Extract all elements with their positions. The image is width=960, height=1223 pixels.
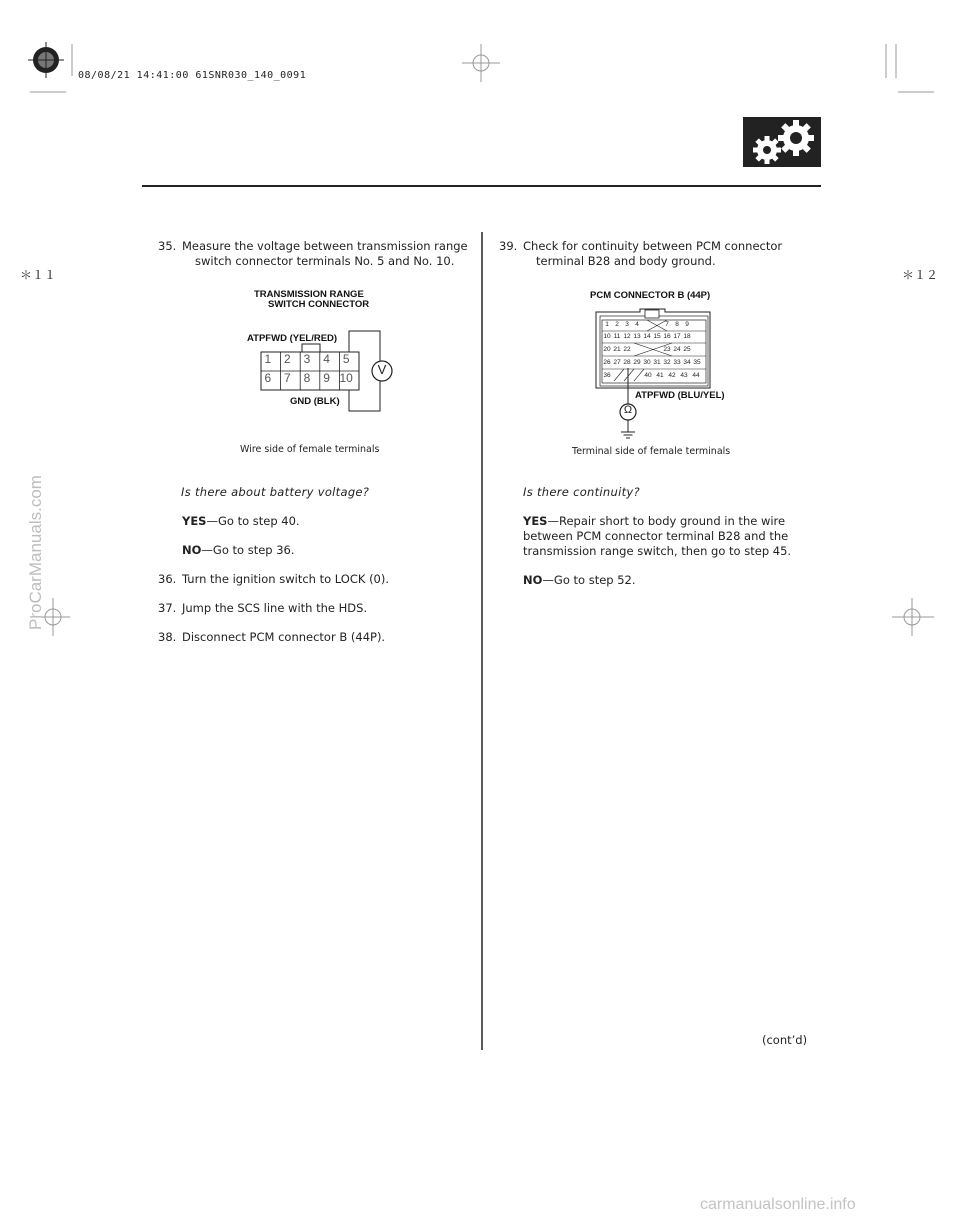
- pcm-pin: 32: [663, 359, 671, 366]
- pin-label: 8: [303, 371, 311, 385]
- dash-separator: —: [542, 573, 554, 587]
- pin-label: 6: [264, 371, 272, 385]
- right-question: Is there continuity?: [523, 485, 640, 499]
- right-yes-line3: transmission range switch, then go to step 45.: [523, 544, 792, 558]
- pcm-pin: 16: [663, 333, 671, 340]
- pcm-pin: 36: [603, 372, 611, 379]
- ground-icon: [621, 432, 635, 438]
- step-36-number: 36.: [158, 572, 177, 586]
- pcm-pin: 41: [656, 372, 664, 379]
- step-35-number: 35.: [158, 239, 177, 253]
- yes-text-line1: Repair short to body ground in the wire: [558, 514, 786, 528]
- pin-label: 3: [303, 352, 311, 366]
- step-35-text-line1: Measure the voltage between transmission range: [182, 239, 468, 253]
- left-question: Is there about battery voltage?: [181, 485, 370, 499]
- yes-label: YES: [182, 514, 207, 528]
- pcm-row-1: [602, 321, 692, 329]
- step-39-text-line1: Check for continuity between PCM connector: [523, 239, 783, 253]
- pcm-pin: 40: [644, 372, 652, 379]
- pcm-connector-title: PCM CONNECTOR B (44P): [590, 290, 711, 301]
- pcm-pin: 15: [653, 333, 661, 340]
- pcm-pin: 20: [603, 346, 611, 353]
- step-38-number: 38.: [158, 630, 177, 644]
- pcm-pin: 26: [603, 359, 611, 366]
- pin-row-bottom: [258, 371, 358, 385]
- pcm-pin: 30: [643, 359, 651, 366]
- connector-title-line2: SWITCH CONNECTOR: [268, 299, 370, 310]
- pcm-pin: 2: [615, 321, 619, 328]
- pcm-pin: 1: [605, 321, 609, 328]
- right-figure-caption: Terminal side of female terminals: [572, 446, 731, 457]
- pcm-pin: 25: [683, 346, 691, 353]
- pcm-pin: 27: [613, 359, 621, 366]
- pcm-pin: 23: [663, 346, 671, 353]
- yes-label: YES: [523, 514, 548, 528]
- pcm-row-2: [602, 333, 692, 341]
- crosshair-right-icon: [892, 598, 934, 636]
- no-text: Go to step 52.: [553, 573, 636, 587]
- step-38-text: Disconnect PCM connector B (44P).: [182, 630, 386, 644]
- step-39-text-line2: terminal B28 and body ground.: [536, 254, 716, 268]
- crosshair-top-icon: [462, 44, 500, 82]
- page-mark-right: ＊１２: [902, 268, 939, 282]
- pcm-pin: 18: [683, 333, 691, 340]
- pcm-pin: 31: [653, 359, 661, 366]
- pcm-pin: 14: [643, 333, 651, 340]
- pcm-wire-label: ATPFWD (BLU/YEL): [635, 390, 725, 401]
- pcm-pin: 3: [625, 321, 629, 328]
- pin-label: 9: [323, 371, 330, 385]
- left-yes-line: [182, 514, 300, 529]
- voltmeter-symbol: V: [377, 362, 387, 377]
- pcm-pin: 21: [613, 346, 621, 353]
- print-stamp: 08/08/21 14:41:00 61SNR030_140_0091: [78, 70, 307, 81]
- right-no-line: [523, 573, 636, 588]
- pcm-pin: 33: [673, 359, 681, 366]
- registration-mark-icon: [28, 42, 64, 78]
- step-37-text: Jump the SCS line with the HDS.: [182, 601, 368, 615]
- pcm-pin: 13: [633, 333, 641, 340]
- dash-separator: —: [547, 514, 559, 528]
- right-yes-line1: [523, 514, 785, 529]
- pcm-row-5: [602, 372, 702, 380]
- right-yes-line2: between PCM connector terminal B28 and the: [523, 529, 789, 543]
- no-label: NO: [523, 573, 543, 587]
- pcm-pin: 34: [683, 359, 691, 366]
- pcm-pin: 12: [623, 333, 631, 340]
- step-37-number: 37.: [158, 601, 177, 615]
- step-39-number: 39.: [499, 239, 518, 253]
- left-figure-caption: Wire side of female terminals: [240, 444, 380, 455]
- pin-label: 5: [342, 352, 350, 366]
- pcm-pin: 35: [693, 359, 701, 366]
- gear-logo-icon: [743, 117, 821, 167]
- connector-title-line1: TRANSMISSION RANGE: [254, 289, 364, 300]
- pin-label: 7: [284, 371, 291, 385]
- pin-row-top: [258, 352, 358, 366]
- dash-separator: —: [201, 543, 213, 557]
- continued-note: (cont’d): [762, 1033, 808, 1047]
- pcm-pin: 42: [668, 372, 676, 379]
- pcm-pin: 44: [692, 372, 700, 379]
- pcm-pin: 4: [635, 321, 639, 328]
- pin-label: 4: [323, 352, 330, 366]
- step-36-text: Turn the ignition switch to LOCK (0).: [182, 572, 390, 586]
- yes-text: Go to step 40.: [217, 514, 300, 528]
- dash-separator: —: [206, 514, 218, 528]
- no-text: Go to step 36.: [212, 543, 295, 557]
- pcm-row-4: [602, 359, 702, 367]
- pcm-pin: 22: [623, 346, 631, 353]
- bottom-watermark: carmanualsonline.info: [700, 1196, 856, 1213]
- page-mark-left: ＊１１: [20, 268, 57, 282]
- pcm-pin: 17: [673, 333, 681, 340]
- pcm-pin: 29: [633, 359, 641, 366]
- pcm-pin: 7: [665, 321, 669, 328]
- side-watermark: ProCarManuals.com: [26, 475, 45, 630]
- pcm-pin: 24: [673, 346, 681, 353]
- step-35-text-line2: switch connector terminals No. 5 and No. 10.: [195, 254, 455, 268]
- pcm-pin: 10: [603, 333, 611, 340]
- pcm-pin: 43: [680, 372, 688, 379]
- pin-label: 2: [284, 352, 291, 366]
- ohmmeter-symbol: Ω: [623, 404, 633, 416]
- wire-label-gnd: GND (BLK): [290, 396, 340, 407]
- pcm-pin: 8: [675, 321, 679, 328]
- pcm-pin: 9: [685, 321, 689, 328]
- wire-label-atpfwd: ATPFWD (YEL/RED): [247, 333, 338, 344]
- pcm-pin: 11: [613, 333, 621, 340]
- pcm-row-3: [602, 346, 692, 354]
- no-label: NO: [182, 543, 202, 557]
- pin-label: 1: [264, 352, 272, 366]
- left-no-line: [182, 543, 295, 558]
- pin-label: 10: [339, 371, 353, 385]
- pcm-pin: 28: [623, 359, 631, 366]
